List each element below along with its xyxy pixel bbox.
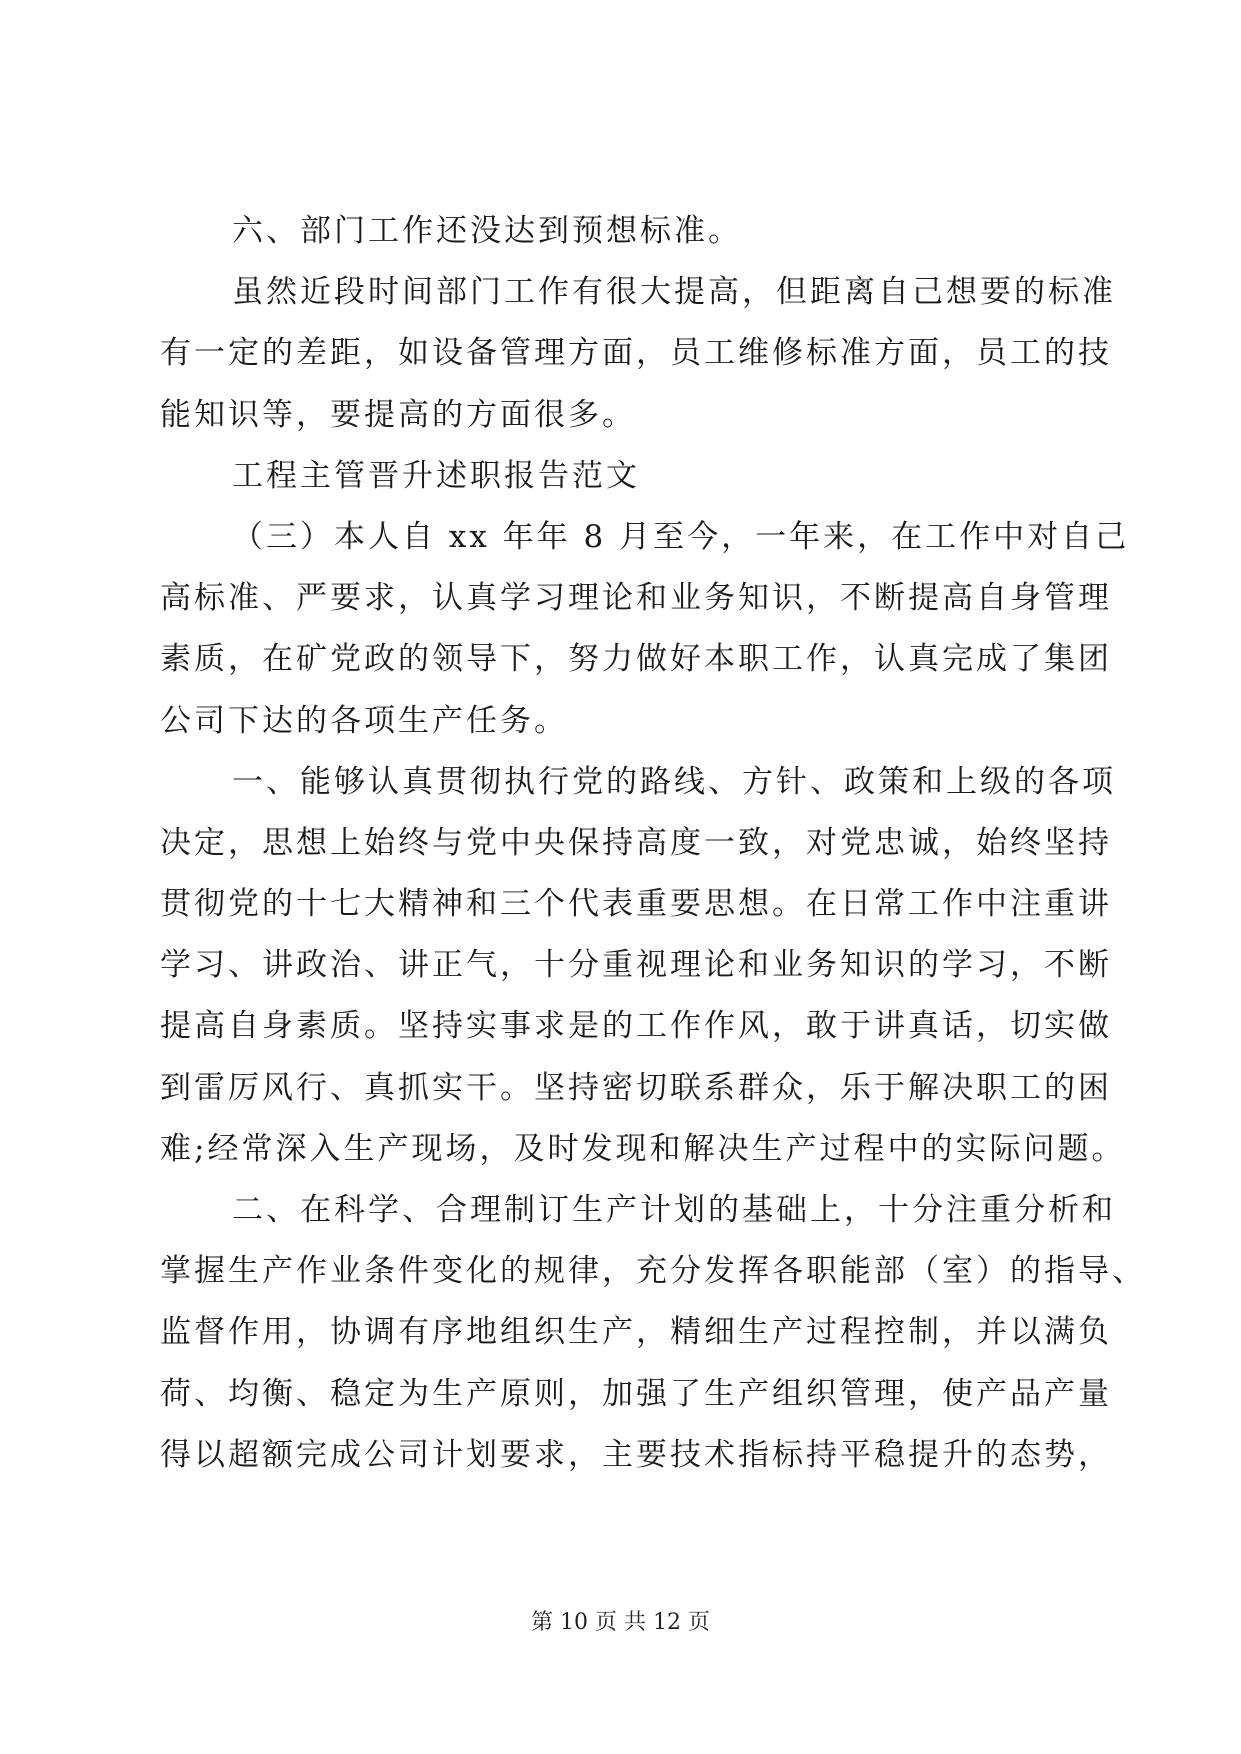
text-line: （三）本人自 xx 年年 8 月至今，一年来，在工作中对自己 xyxy=(232,518,1130,555)
text-line: 工程主管晋升述职报告范文 xyxy=(232,457,640,494)
text-line: 高标准、严要求，认真学习理论和业务知识，不断提高自身管理 xyxy=(160,580,1112,617)
text-line: 提高自身素质。坚持实事求是的工作作风，敢于讲真话，切实做 xyxy=(160,1008,1112,1045)
text-line: 掌握生产作业条件变化的规律，充分发挥各职能部（室）的指导、 xyxy=(160,1253,1146,1290)
text-line: 学习、讲政治、讲正气，十分重视理论和业务知识的学习，不断 xyxy=(160,947,1112,984)
text-line: 监督作用，协调有序地组织生产，精细生产过程控制，并以满负 xyxy=(160,1314,1112,1351)
text-line: 难;经常深入生产现场，及时发现和解决生产过程中的实际问题。 xyxy=(160,1130,1126,1167)
text-line: 贯彻党的十七大精神和三个代表重要思想。在日常工作中注重讲 xyxy=(160,886,1112,923)
text-line: 荷、均衡、稳定为生产原则，加强了生产组织管理，使产品产量 xyxy=(160,1375,1112,1412)
document-body xyxy=(160,201,1146,1486)
page-footer: 第 10 页 共 12 页 xyxy=(531,1610,710,1635)
text-line: 能知识等，要提高的方面很多。 xyxy=(160,396,636,433)
text-line: 虽然近段时间部门工作有很大提高，但距离自己想要的标准 xyxy=(232,274,1116,311)
text-line: 公司下达的各项生产任务。 xyxy=(160,702,568,739)
text-line: 一、能够认真贯彻执行党的路线、方针、政策和上级的各项 xyxy=(232,763,1116,800)
text-line: 二、在科学、合理制订生产计划的基础上，十分注重分析和 xyxy=(232,1192,1116,1228)
text-line: 得以超额完成公司计划要求，主要技术指标持平稳提升的态势， xyxy=(160,1436,1112,1473)
text-line: 素质，在矿党政的领导下，努力做好本职工作，认真完成了集团 xyxy=(160,641,1112,678)
text-line: 有一定的差距，如设备管理方面，员工维修标准方面，员工的技 xyxy=(160,335,1112,372)
text-line: 六、部门工作还没达到预想标准。 xyxy=(232,213,742,249)
text-line: 决定，思想上始终与党中央保持高度一致，对党忠诚，始终坚持 xyxy=(160,824,1112,861)
text-line: 到雷厉风行、真抓实干。坚持密切联系群众，乐于解决职工的困 xyxy=(160,1069,1112,1106)
